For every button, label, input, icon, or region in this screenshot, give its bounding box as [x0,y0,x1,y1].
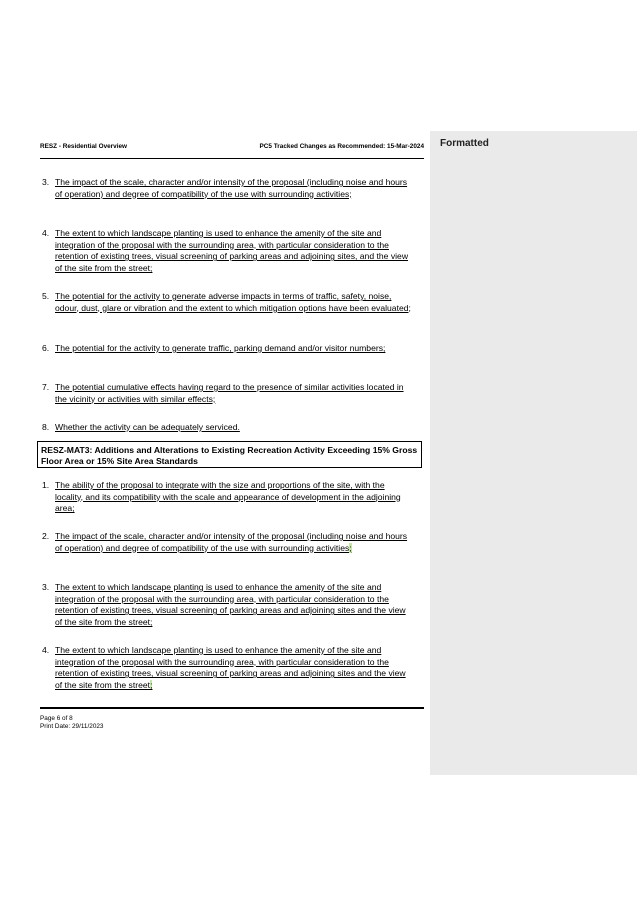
list-item-text: Whether the activity can be adequately serviced. [55,422,240,432]
list-item-body: The ability of the proposal to integrate with the size and proportions of the site, with the locality, and its compatibility with the scale and appearance of development in the adjoining area; [55,480,401,514]
list-item-number: 3. [42,582,50,592]
list-item-body: The extent to which landscape planting is used to enhance the amenity of the site and integration of the proposal with the surrounding area, with particular consideration to the retention of existing trees, visual screening of parking areas and adjoining sites and the view of the site from the street; [55,582,406,627]
list-item-text [55,645,413,691]
list-item-text: The potential for the activity to generate traffic, parking demand and/or visitor numbers; [55,343,386,353]
list-item-number: 3. [42,177,50,187]
list-item-text: The potential cumulative effects having regard to the presence of similar activities located in the vicinity or activities with similar effects; [55,382,404,404]
list-item-body: The extent to which landscape planting is used to enhance the amenity of the site and integration of the proposal with the surrounding area, with particular consideration to the retention of existing trees, visual screening of parking areas and adjoining sites and the view of the site from the street [55,645,406,690]
tracked-change-mark[interactable]: ; [150,679,153,690]
comments-pane [430,131,637,775]
footer-rule [40,707,424,709]
header-right-title: PC5 Tracked Changes as Recommended: 15-Mar-2024 [259,143,424,150]
section-heading: RESZ-MAT3: Additions and Alterations to Existing Recreation Activity Exceeding 15% Gross Floor Area or 15% Site Area Standards [41,445,418,466]
list-item-text [55,480,413,515]
header-left-title: RESZ - Residential Overview [40,143,128,150]
list-item-text: The potential for the activity to generate adverse impacts in terms of traffic, safety, noise, odour, dust, glare or vibration and the extent to which mitigation options have been evaluated; [55,291,411,313]
list-item-number: 6. [42,343,50,353]
list-item-text [55,531,413,554]
page-footer [40,715,103,731]
list-item-number: 2. [42,531,50,541]
formatted-comment-label[interactable]: Formatted [440,138,489,149]
section-heading-box [37,441,422,468]
list-item-number: 1. [42,480,50,490]
list-item-number: 4. [42,645,50,655]
list-item-number: 4. [42,228,50,238]
list-item-text: The extent to which landscape planting is used to enhance the amenity of the site and integration of the proposal with the surrounding area, with particular consideration to the retention of existing trees, visual screening of parking areas and adjoining sites, and the view of the site from the street; [55,228,409,273]
list-item-number: 8. [42,422,50,432]
print-date: Print Date: 29/11/2023 [40,723,104,730]
list-item-text: The impact of the scale, character and/or intensity of the proposal (including noise and hours of operation) and degree of compatibility of the use with surrounding activities; [55,177,408,199]
list-item-text [55,582,413,628]
list-item-number: 5. [42,291,50,301]
page-number: Page 6 of 8 [40,715,73,722]
list-item-body: The impact of the scale, character and/or intensity of the proposal (including noise and hours of operation) and degree of compatibility of the use with surrounding activities [55,531,408,553]
header-rule [40,158,424,159]
tracked-change-mark[interactable]: ; [349,542,352,553]
list-item-number: 7. [42,382,50,392]
